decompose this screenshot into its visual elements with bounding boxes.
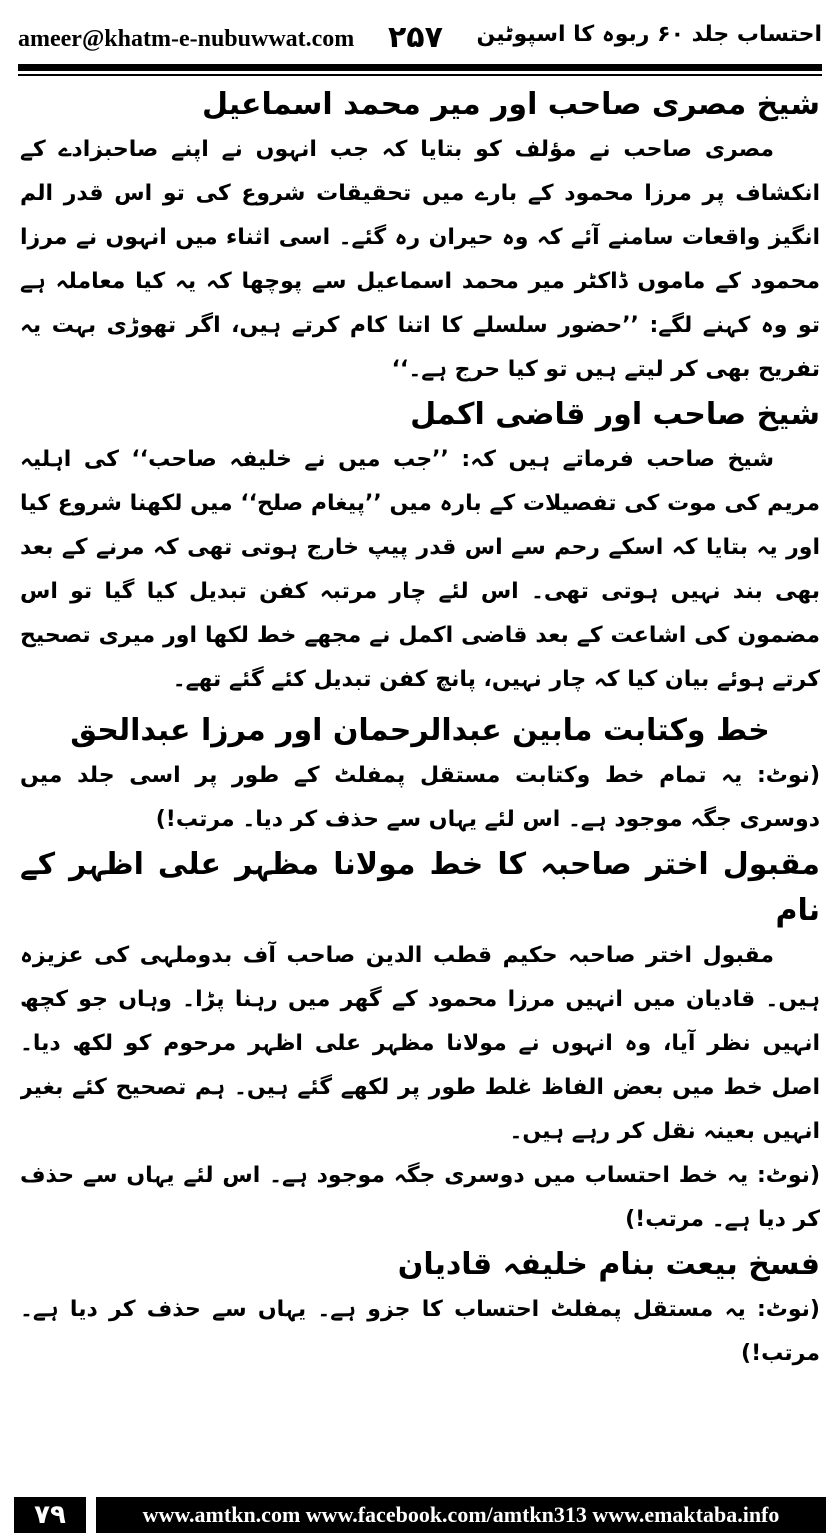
- note-paragraph: (نوٹ: یہ خط احتساب میں دوسری جگہ موجود ہے۔ اس لئے یہاں سے حذف کر دیا ہے۔ مرتب!): [20, 1163, 820, 1232]
- header-rule-thick: [18, 64, 822, 71]
- section-heading: مقبول اختر صاحبہ کا خط مولانا مظہر علی اظہر کے نام: [20, 847, 820, 928]
- section-heading: خط وکتابت مابین عبدالرحمان اور مرزا عبدالحق: [70, 713, 770, 748]
- note-paragraph: (نوٹ: یہ تمام خط وکتابت مستقل پمفلٹ کے طور پر اسی جلد میں دوسری جگہ موجود ہے۔ اس لئے یہاں سے حذف کر دیا۔ مرتب!): [20, 763, 820, 832]
- page-content: [20, 82, 820, 1472]
- page-header: [18, 18, 822, 62]
- note-paragraph: (نوٹ: یہ مستقل پمفلٹ احتساب کا جزو ہے۔ یہاں سے حذف کر دیا ہے۔ مرتب!): [20, 1297, 820, 1366]
- footer-page-number: ۷۹: [14, 1497, 86, 1533]
- header-rule-thin: [18, 74, 822, 76]
- header-page-number: ۲۵۷: [388, 20, 443, 55]
- section-heading: شیخ صاحب اور قاضی اکمل: [410, 397, 820, 432]
- header-email[interactable]: ameer@khatm-e-nubuwwat.com: [18, 26, 355, 52]
- header-title: احتساب جلد ۶۰ ربوہ کا اسپوٹین: [476, 22, 822, 47]
- section-heading: فسخ بیعت بنام خلیفہ قادیان: [397, 1247, 820, 1282]
- section-paragraph: مصری صاحب نے مؤلف کو بتایا کہ جب انہوں نے اپنے صاحبزادے کے انکشاف پر مرزا محمود کے بارے میں تحقیقات شروع کی تو اس قدر الم انگیز واقعات سامنے آئے کہ وہ حیران رہ گئے۔ اسی اثناء میں انہوں نے مرزا محمود کے ماموں ڈاکٹر میر محمد اسماعیل سے پوچھا کہ یہ کیا معاملہ ہے تو وہ کہنے لگے: ’’حضور سلسلے کا اتنا کام کرتے ہیں، اگر تھوڑی بہت یہ تفریح بھی کر لیتے ہیں تو کیا حرج ہے۔‘‘: [20, 137, 820, 382]
- section-heading: شیخ مصری صاحب اور میر محمد اسماعیل: [202, 87, 820, 122]
- section-paragraph: مقبول اختر صاحبہ حکیم قطب الدین صاحب آف بدوملہی کی عزیزہ ہیں۔ قادیان میں انہیں مرزا محمود کے گھر میں رہنا پڑا۔ وہاں جو کچھ انہیں نظر آیا، وہ انہوں نے مولانا مظہر علی اظہر مرحوم کو لکھ دیا۔ اصل خط میں بعض الفاظ غلط طور پر لکھے گئے ہیں۔ ہم تصحیح کئے بغیر انہیں بعینہ نقل کر رہے ہیں۔: [20, 943, 820, 1144]
- footer-links[interactable]: www.amtkn.com www.facebook.com/amtkn313 www.emaktaba.info: [96, 1497, 826, 1533]
- section-paragraph: شیخ صاحب فرماتے ہیں کہ: ’’جب میں نے خلیفہ صاحب‘‘ کی اہلیہ مریم کی موت کی تفصیلات کے بارہ میں ’’پیغام صلح‘‘ میں لکھنا شروع کیا اور یہ بتایا کہ اسکے رحم سے اس قدر پیپ خارج ہوتی تھی کہ مرنے کے بعد بھی بند نہیں ہوتی تھی۔ اس لئے چار مرتبہ کفن تبدیل کیا گیا تو اس مضمون کی اشاعت کے بعد قاضی اکمل نے مجھے خط لکھا اور میری تصحیح کرتے ہوئے بیان کیا کہ چار نہیں، پانچ کفن تبدیل کئے گئے تھے۔: [20, 447, 820, 692]
